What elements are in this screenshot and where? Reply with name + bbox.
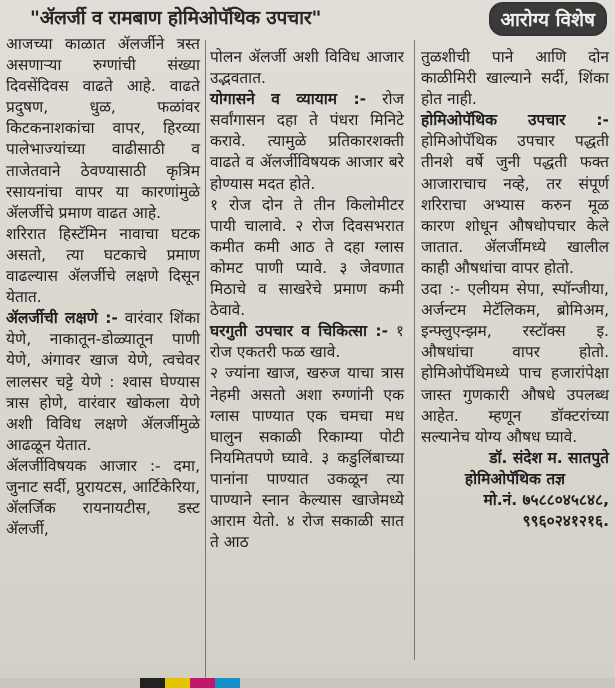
section-badge: आरोग्य विशेष [489,2,607,36]
column-2 [210,47,404,553]
print-color-strip [0,678,615,688]
paragraph [210,89,404,194]
paragraph [421,110,609,279]
color-swatch [190,678,215,688]
paragraph [210,321,404,363]
paragraph-text: होमिओपॅथिक उपचार पद्धती तीनशे वर्षे जुनी पद्धती फक्त आजाराचाच नव्हे, तर संपूर्ण शरिराचा अभ्यास करुन मूळ कारण शोधून औषधोपचार केले जातात. ॲलर्जीमध्ये खालील काही औषधांचा वापर होतो. [421,132,609,277]
column-1 [6,34,200,540]
subheading: होमिओपॅथिक उपचार :- [421,111,609,130]
author-phone: मो.नं. ७५८८०४५८४८, [483,490,609,509]
column-divider [414,40,415,660]
article-title: "ॲलर्जी व रामबाण होमिओपॅथिक उपचार" [30,7,322,29]
paragraph-text: वारंवार शिंका येणे, नाकातून-डोळ्यातून पाणी येणे, अंगावर खाज येणे, त्वचेवर लालसर चट्टे येणे : श्वास घेण्यास त्रास होणे, वारंवार खोकला येणे अशी विविध लक्षणे ॲलर्जीमुळे आढळून येतात. [6,309,200,454]
paragraph: पोलन ॲलर्जी अशी विविध आजार उद्भवतात. [210,48,404,88]
paragraph [6,308,200,456]
paragraph-text: रोज सर्वांगासन दहा ते पंधरा मिनिटे करावे. त्यामुळे प्रतिकारशक्ती वाढते व ॲलर्जीविषयक आजार बरे होण्यास मदत होते. [210,90,404,193]
column-3 [421,47,609,532]
subheading: ॲलर्जीची लक्षणे :- [6,309,118,328]
subheading: घरगुती उपचार व चिकित्सा :- [210,322,389,341]
paragraph: १ रोज दोन ते तीन किलोमीटर पायी चालावे. २ रोज दिवसभरात कमीत कमी आठ ते दहा ग्लास कोमट पाणी प्यावे. ३ जेवणात मिठाचे व साखरेचे प्रमाण कमी ठेवावे. [210,195,404,320]
paragraph: उदा :- एलीयम सेपा, स्पॉन्जीया, अर्जन्टम मेटॅलिकम, ब्रोमिअम, इन्फ्लुएन्झम, रस्टॉक्स इ. औषधांचा वापर होतो. होमिओपॅथिमध्ये पाच हजारांपेक्षा जास्त गुणकारी औषधे उपलब्ध आहेत. म्हणून डॉक्टरांच्या सल्यानेच योग्य औषध घ्यावे. [421,280,609,446]
paragraph: शरिरात हिस्टॅमिन नावाचा घटक असतो, त्या घटकाचे प्रमाण वाढल्यास ॲलर्जीचे लक्षणे दिसून येतात. [6,224,200,307]
color-swatch [215,678,240,688]
paragraph: ॲलर्जीविषयक आजार :- दमा, जुनाट सर्दी, प्रुरायटस, आर्टिकेरिया, ॲलर्जिक रायनायटीस, डस्ट ॲलर्जी, [6,456,200,539]
author-name: डॉ. संदेश म. सातपुते [489,448,609,467]
paragraph: तुळशीची पाने आणि दोन काळीमिरी खाल्याने सर्दी, शिंका होत नाही. [421,48,609,109]
subheading: योगासने व व्यायाम :- [210,90,367,109]
column-divider [205,40,206,680]
color-swatch [140,678,165,688]
paragraph: आजच्या काळात ॲलर्जीने त्रस्त असणाऱ्या रुग्णांची संख्या दिवसेंदिवस वाढते आहे. वाढते प्रदुषण, धुळ, फळांवर किटकनाशकांचा वापर, हिरव्या पालेभाज्यांच्या वाढीसाठी व ताजेतवाने ठेवण्यासाठी कृत्रिम रसायनांचा वापर या कारणांमुळे ॲलर्जीचे प्रमाण वाढत आहे. [6,35,200,222]
color-swatch [165,678,190,688]
paragraph: २ ज्यांना खाज, खरुज याचा त्रास नेहमी असतो अशा रुग्णांनी एक ग्लास पाण्यात एक चमचा मध घालुन सकाळी रिकाम्या पोटी नियमितपणे घ्यावे. ३ कडुलिंबाच्या पानांना पाण्यात उकळून त्या पाण्याने स्नान केल्यास खाजेमध्ये आराम येतो. ४ रोज सकाळी सात ते आठ [210,364,404,552]
author-title: होमिओपॅथिक तज्ञ [464,469,566,488]
author-phone-2: ९९६०२४१२१६. [522,512,609,531]
paragraph-text: १ रोज एकतरी फळ खावे. [210,322,404,362]
